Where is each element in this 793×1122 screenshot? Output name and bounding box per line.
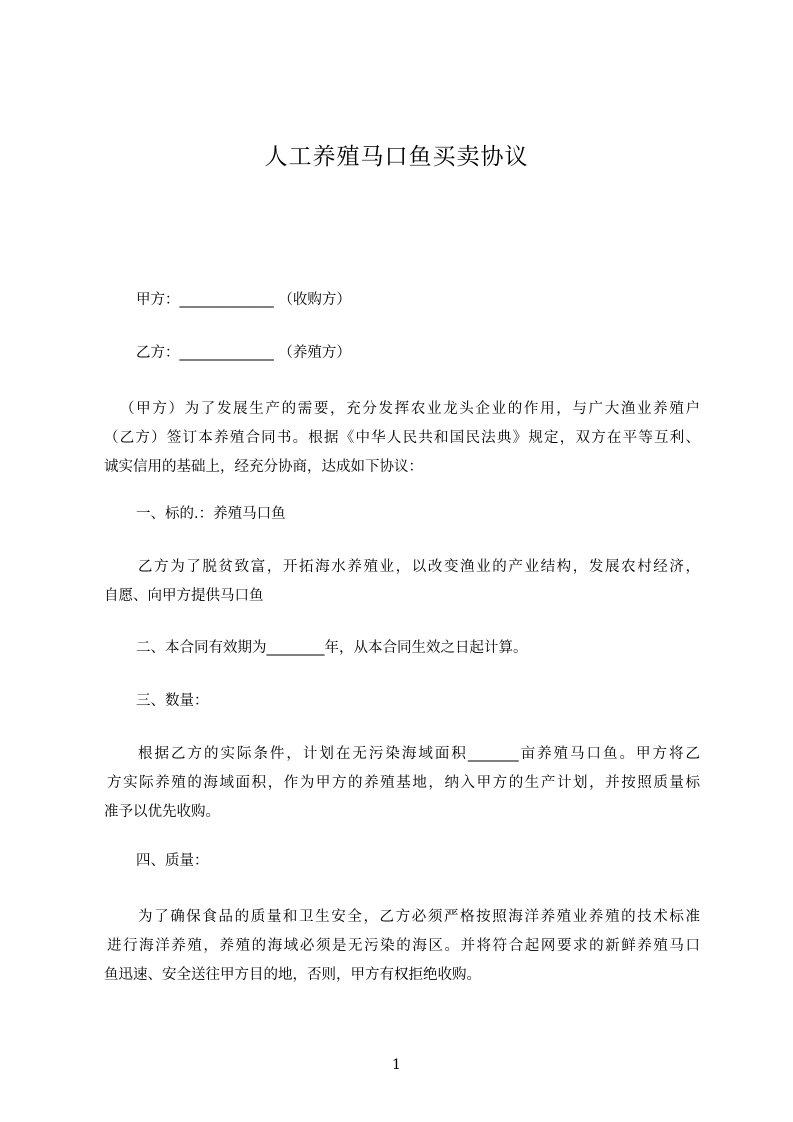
- section-1-heading: 一、标的.：养殖马口鱼: [136, 506, 286, 522]
- intro-line-3: 诚实信用的基础上，经充分协商，达成如下协议：: [104, 459, 423, 475]
- intro-paragraph: [104, 395, 700, 482]
- section-1-line-2: 自愿、向甲方提供马口鱼: [104, 588, 264, 604]
- section-4-line-3: 鱼迅速、安全送往甲方目的地，否则，甲方有权拒绝收购。: [104, 967, 481, 983]
- document-title: 人工养殖马口鱼买卖协议: [264, 144, 529, 170]
- section-3-heading: 三、数量：: [136, 693, 209, 709]
- intro-line-1: （甲方）为了发展生产的需要，充分发挥农业龙头企业的作用，与广大渔业养殖户: [120, 401, 700, 417]
- intro-line-2: （乙方）签订本养殖合同书。根据《中华人民共和国民法典》规定，双方在平等互利、: [104, 430, 700, 446]
- section-4-line-1: 为了确保食品的质量和卫生安全，乙方必须严格按照海洋养殖业养殖的技术标准: [138, 909, 700, 925]
- section-1-line-1: 乙方为了脱贫致富，开拓海水养殖业，以改变渔业的产业结构，发展农村经济，: [138, 559, 700, 575]
- section-2-heading: 二、本合同有效期为________年，从本合同生效之日起计算。: [136, 640, 528, 656]
- section-3-line-1: 根据乙方的实际条件，计划在无污染海域面积_______亩养殖马口鱼。甲方将乙: [138, 746, 700, 762]
- section-1-paragraph: [104, 553, 700, 611]
- section-3-line-2: 方实际养殖的海域面积，作为甲方的养殖基地，纳入甲方的生产计划，并按照质量标: [107, 775, 700, 791]
- section-4-heading: 四、质量：: [136, 853, 209, 869]
- section-4-paragraph: [104, 903, 700, 990]
- section-3-line-3: 准予以优先收购。: [104, 804, 220, 820]
- section-4-line-2: 进行海洋养殖，养殖的海域必须是无污染的海区。并将符合起网要求的新鲜养殖马口: [107, 938, 700, 954]
- party-b-line: 乙方：_____________ （养殖方）: [136, 345, 351, 361]
- party-a-line: 甲方：_____________ （收购方）: [136, 292, 351, 308]
- page-number: 1: [392, 1057, 401, 1073]
- section-3-paragraph: [104, 740, 700, 827]
